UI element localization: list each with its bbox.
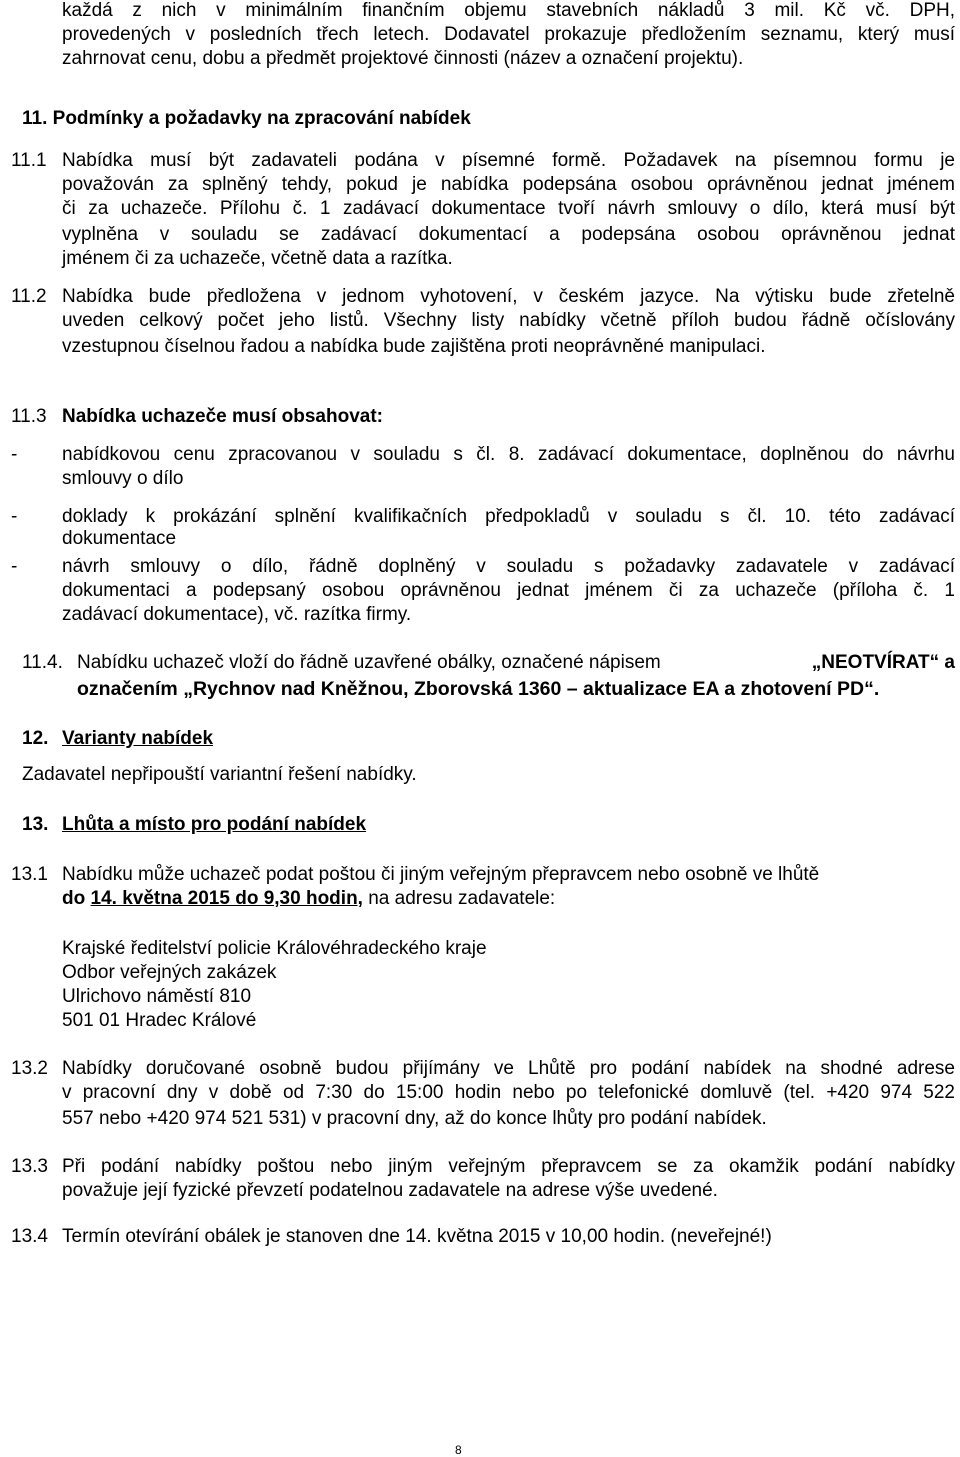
para-11-1-line: považován za splněný tehdy, pokud je nabídka podepsána osobou oprávněnou jednat jménem xyxy=(62,174,955,195)
intro-line-1: každá z nich v minimálním finančním objemu stavebních nákladů 3 mil. Kč vč. DPH, xyxy=(62,0,955,21)
address-line: Krajské ředitelství policie Královéhradeckého kraje xyxy=(62,938,487,959)
address-line: Ulrichovo náměstí 810 xyxy=(62,986,252,1007)
section-12-number: 12. xyxy=(22,728,49,749)
deadline-date: 14. května 2015 do 9,30 hodin, xyxy=(90,888,363,909)
para-11-1-line: vyplněna v souladu se zadávací dokumentací a podepsána osobou oprávněnou jednat xyxy=(62,224,955,245)
deadline-suffix: na adresu zadavatele: xyxy=(362,888,556,909)
section-12-text: Zadavatel nepřipouští variantní řešení nabídky. xyxy=(22,764,417,785)
list-item-line: dokumentaci a podepsaný osobou oprávněnou jednat jménem či za uchazeče (příloha č. 1 xyxy=(62,580,955,601)
para-11-1-line: jménem či za uchazeče, včetně data a razítka. xyxy=(62,248,453,269)
address-line: Odbor veřejných zakázek xyxy=(62,962,277,983)
intro-line-3: zahrnovat cenu, dobu a předmět projektové činnosti (název a označení projektu). xyxy=(62,48,744,69)
intro-line-2: provedených v posledních třech letech. Dodavatel prokazuje předložením seznamu, který musí xyxy=(62,24,955,45)
para-13-4-line: Termín otevírání obálek je stanoven dne 14. května 2015 v 10,00 hodin. (neveřejné!) xyxy=(62,1226,772,1247)
para-13-3-line: považuje její fyzické převzetí podatelnou zadavatele na adrese výše uvedené. xyxy=(62,1180,718,1201)
para-13-3-line: Při podání nabídky poštou nebo jiným veřejným přepravcem se za okamžik podání nabídky xyxy=(62,1156,955,1177)
para-13-2-number: 13.2 xyxy=(11,1058,48,1079)
para-11-3-number: 11.3 xyxy=(11,406,47,427)
para-13-1-line xyxy=(62,888,555,910)
deadline-prefix: do xyxy=(62,888,91,909)
para-13-4-number: 13.4 xyxy=(11,1226,48,1247)
para-11-1-line: či za uchazeče. Přílohu č. 1 zadávací dokumentace tvoří návrh smlouvy o dílo, která musí být xyxy=(62,198,955,219)
section-11-heading: 11. Podmínky a požadavky na zpracování nabídek xyxy=(22,108,471,129)
para-13-1-number: 13.1 xyxy=(11,864,48,885)
para-11-4-text: Nabídku uchazeč vloží do řádně uzavřené obálky, označené nápisem xyxy=(77,652,661,673)
para-11-2-number: 11.2 xyxy=(11,286,47,307)
list-dash: - xyxy=(11,444,18,465)
para-11-2-line: vzestupnou číselnou řadou a nabídka bude zajištěna proti neoprávněné manipulaci. xyxy=(62,336,766,357)
list-item-line: dokumentace xyxy=(62,528,177,549)
list-item-line: smlouvy o dílo xyxy=(62,468,184,489)
para-11-2-line: Nabídka bude předložena v jednom vyhotovení, v českém jazyce. Na výtisku bude zřetelně xyxy=(62,286,955,307)
para-11-4-number: 11.4. xyxy=(22,652,63,673)
para-11-4-line xyxy=(77,652,955,674)
section-13-heading: Lhůta a místo pro podání nabídek xyxy=(62,814,367,835)
list-item-line: doklady k prokázání splnění kvalifikačních předpokladů v souladu s čl. 10. této zadávací xyxy=(62,506,955,527)
para-13-2-line: v pracovní dny v době od 7:30 do 15:00 hodin nebo po telefonické domluvě (tel. +420 974 522 xyxy=(62,1082,955,1103)
list-item-line: nabídkovou cenu zpracovanou v souladu s čl. 8. zadávací dokumentace, doplněnou do návrhu xyxy=(62,444,955,465)
para-11-3-title: Nabídka uchazeče musí obsahovat: xyxy=(62,406,383,427)
para-13-1-line: Nabídku může uchazeč podat poštou či jiným veřejným přepravcem nebo osobně ve lhůtě xyxy=(62,864,820,885)
para-13-2-line: Nabídky doručované osobně budou přijímány ve Lhůtě pro podání nabídek na shodné adrese xyxy=(62,1058,955,1079)
list-dash: - xyxy=(11,506,18,527)
para-13-3-number: 13.3 xyxy=(11,1156,48,1177)
section-13-number: 13. xyxy=(22,814,49,835)
list-dash: - xyxy=(11,556,18,577)
list-item-line: návrh smlouvy o dílo, řádně doplněný v souladu s požadavky zadavatele v zadávací xyxy=(62,556,955,577)
page-number: 8 xyxy=(455,1443,462,1457)
para-11-1-line: Nabídka musí být zadavateli podána v písemné formě. Požadavek na písemnou formu je xyxy=(62,150,955,171)
address-line: 501 01 Hradec Králové xyxy=(62,1010,257,1031)
para-11-4-label: „NEOTVÍRAT“ a xyxy=(811,652,955,673)
para-13-2-line: 557 nebo +420 974 521 531) v pracovní dny, až do konce lhůty pro podání nabídek. xyxy=(62,1108,767,1129)
para-11-1-number: 11.1 xyxy=(11,150,47,171)
para-11-4-line: označením „Rychnov nad Kněžnou, Zborovská 1360 – aktualizace EA a zhotovení PD“. xyxy=(77,678,880,700)
para-11-2-line: uveden celkový počet jeho listů. Všechny listy nabídky včetně příloh budou řádně očíslovány xyxy=(62,310,955,331)
section-12-heading: Varianty nabídek xyxy=(62,728,214,749)
list-item-line: zadávací dokumentace), vč. razítka firmy. xyxy=(62,604,412,625)
